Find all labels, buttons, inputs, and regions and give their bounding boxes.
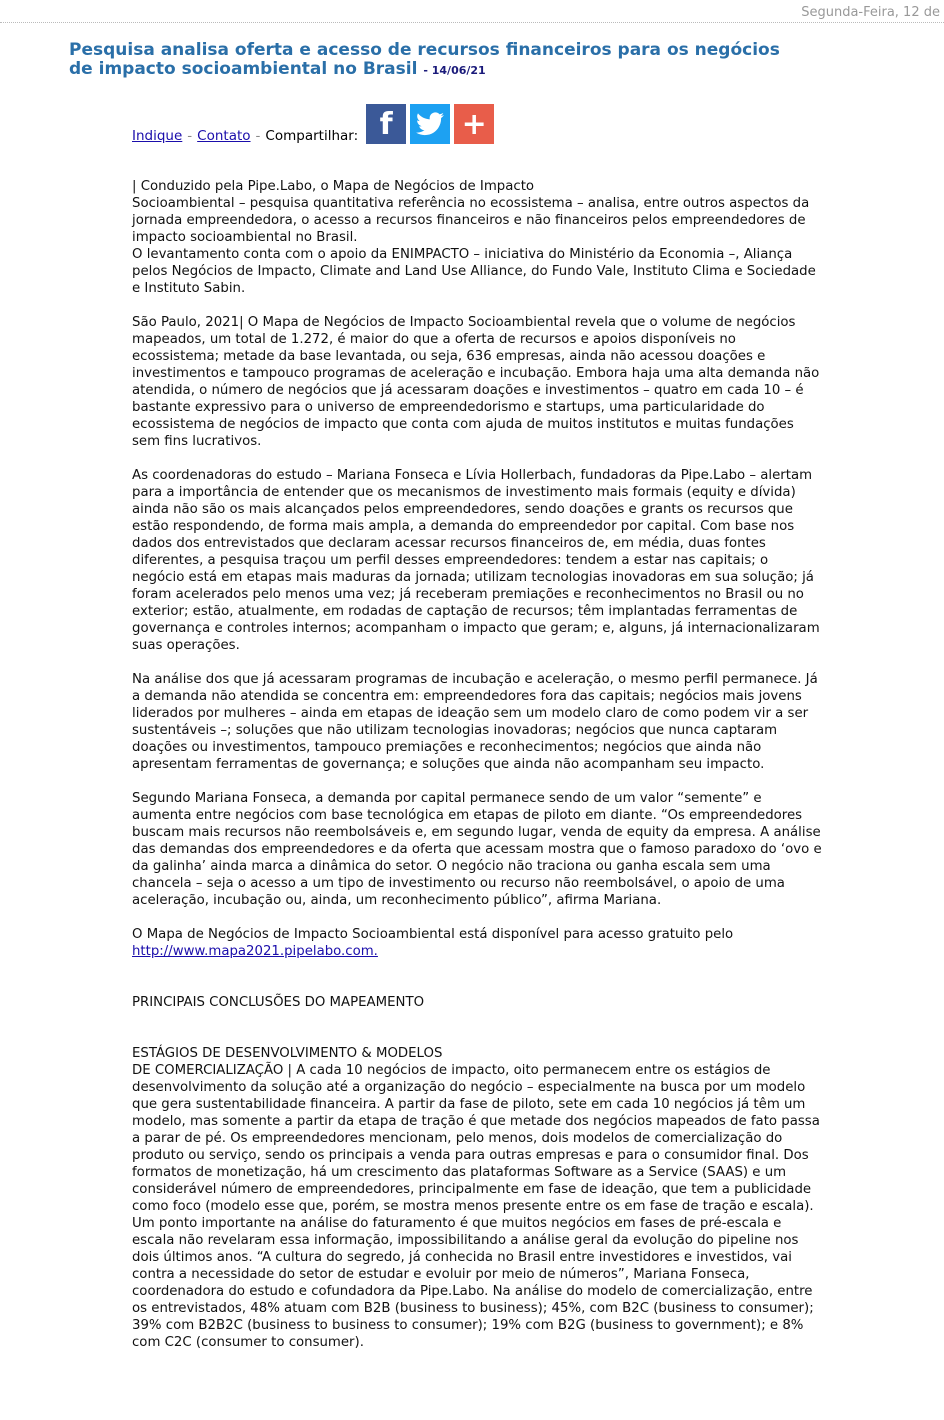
- stages-heading: ESTÁGIOS DE DESENVOLVIMENTO & MODELOS: [132, 1046, 443, 1061]
- availability-text: O Mapa de Negócios de Impacto Socioambiental está disponível para acesso gratuito pelo: [132, 927, 734, 942]
- top-bar: [0, 0, 944, 23]
- paragraph: | Conduzido pela Pipe.Labo, o Mapa de Negócios de Impacto Socioambiental – pesquisa quantitativa referência no ecossistema – analisa, entre outros aspectos da jornada empreendedora, o acesso a recursos financeiros e não financeiros pelos empreendedores de impacto socioambiental no Brasil. O levantamento conta com o apoio da ENIMPACTO – iniciativa do Ministério da Economia –, Aliança pelos Negócios de Impacto, Climate and Land Use Alliance, do Fundo Vale, Instituto Clima e Sociedade e Instituto Sabin.: [132, 179, 816, 296]
- twitter-icon: [416, 112, 444, 136]
- stages-paragraph: [132, 1045, 822, 1351]
- availability-paragraph: [132, 926, 822, 960]
- current-date: Segunda-Feira, 12 de: [801, 5, 940, 20]
- stages-body: DE COMERCIALIZAÇÃO | A cada 10 negócios de impacto, oito permanecem entre os estágios de desenvolvimento da solução até a organização do negócio – especialmente na busca por um modelo que gera sustentabilidade financeira. A partir da fase de piloto, sete em cada 10 negócios já têm um modelo, mas somente a partir da etapa de tração é que metade dos negócios mapeados de fato passa a parar de pé. Os empreendedores mencionam, pelo menos, dois modelos de comercialização do produto ou serviço, sendo os principais a venda para outras empresas e para o consumidor final. Dos formatos de monetização, há um crescimento das plataformas Software as a Service (SAAS) e um considerável número de empreendedores, principalmente em fase de ideação, que tem a publicidade como foco (modelo esse que, porém, se mostra menos presente entre os em fase de tração e escala). Um ponto importante na análise do faturamento é que muitos negócios em fases de pré-escala e escala não revelaram essa informação, impossibilitando a análise geral da evolução do pipeline nos dois últimos anos. “A cultura do segredo, já conhecida no Brasil entre investidores e investidos, vai contra a necessidade do setor de estudar e evoluir por meio de números”, Mariana Fonseca, coordenadora do estudo e cofundadora da Pipe.Labo. Na análise do modelo de comercialização, entre os entrevistados, 48% atuam com B2B (business to business); 45%, com B2C (business to consumer); 39% com B2B2C (business to business to consumer); 19% com B2G (business to government); e 8% com C2C (consumer to consumer).: [132, 1063, 820, 1350]
- section-title: PRINCIPAIS CONCLUSÕES DO MAPEAMENTO: [132, 995, 425, 1010]
- mapa-link[interactable]: http://www.mapa2021.pipelabo.com.: [132, 944, 378, 959]
- article-title: [69, 41, 789, 80]
- article-title-text: Pesquisa analisa oferta e acesso de recursos financeiros para os negócios de impacto socioambiental no Brasil: [69, 40, 780, 79]
- share-label: Compartilhar:: [265, 128, 359, 144]
- separator: -: [187, 128, 193, 144]
- publish-date: - 14/06/21: [423, 64, 486, 77]
- paragraph: São Paulo, 2021| O Mapa de Negócios de Impacto Socioambiental revela que o volume de negócios mapeados, um total de 1.272, é maior do que a oferta de recursos e apoios disponíveis no ecossistema; metade da base levantada, ou seja, 636 empresas, ainda não acessou doações e investimentos e tampouco programas de aceleração e incubação. Embora haja uma alta demanda não atendida, o número de negócios que já acessaram doações e investimentos – quatro em cada 10 – é bastante expressivo para o universo de empreendedorismo e startups, uma particularidade do ecossistema de negócios de impacto que conta com ajuda de muitos institutos e muitas fundações sem fins lucrativos.: [132, 315, 820, 449]
- facebook-share-button[interactable]: [366, 104, 406, 144]
- article-body: [132, 178, 822, 1351]
- plus-icon: +: [461, 106, 487, 142]
- twitter-share-button[interactable]: [410, 104, 450, 144]
- share-bar: [132, 104, 944, 144]
- contato-link[interactable]: Contato: [197, 128, 251, 144]
- facebook-icon: f: [379, 106, 393, 142]
- separator: -: [255, 128, 261, 144]
- paragraph: As coordenadoras do estudo – Mariana Fonseca e Lívia Hollerbach, fundadoras da Pipe.Labo – alertam para a importância de entender que os mecanismos de investimento mais formais (equity e dívida) ainda não são os mais alcançados pelos empreendedores, sendo doações e grants os recursos que estão respondendo, de forma mais ampla, a demanda do empreendedor por capital. Com base nos dados dos entrevistados que declaram acessar recursos financeiros de, em média, duas fontes diferentes, a pesquisa traçou um perfil desses empreendedores: tendem a estar nas capitais; o negócio está em etapas mais maduras da jornada; utilizam tecnologias inovadoras em sua solução; já foram acelerados pelo menos uma vez; já receberam premiações e reconhecimentos no Brasil ou no exterior; estão, atualmente, em rodadas de captação de recursos; têm implantadas ferramentas de governança e controles internos; acompanham o impacto que geram; e, alguns, já internacionalizaram suas operações.: [132, 468, 820, 653]
- more-share-button[interactable]: [454, 104, 494, 144]
- paragraph: Segundo Mariana Fonseca, a demanda por capital permanece sendo de um valor “semente” e aumenta entre negócios com base tecnológica em etapas de piloto em diante. “Os empreendedores buscam mais recursos não reembolsáveis e, em segundo lugar, venda de equity da empresa. A análise das demandas dos empreendedores e da oferta que acessam mostra que o famoso paradoxo do ‘ovo e da galinha’ ainda marca a dinâmica do setor. O negócio não traciona ou ganha escala sem uma chancela – seja o acesso a um tipo de investimento ou recurso não reembolsável, o apoio de uma aceleração, incubação ou, ainda, um reconhecimento público”, afirma Mariana.: [132, 791, 822, 908]
- indique-link[interactable]: Indique: [132, 128, 183, 144]
- paragraph: Na análise dos que já acessaram programas de incubação e aceleração, o mesmo perfil permanece. Já a demanda não atendida se concentra em: empreendedores fora das capitais; negócios mais jovens liderados por mulheres – ainda em etapas de ideação sem um modelo claro de como podem vir a ser sustentáveis –; soluções que não utilizam tecnologias inovadoras; negócios que nunca captaram doações ou investimentos, tampouco premiações e reconhecimentos; negócios que ainda não apresentam ferramentas de governança; e soluções que ainda não acompanham seu impacto.: [132, 672, 818, 772]
